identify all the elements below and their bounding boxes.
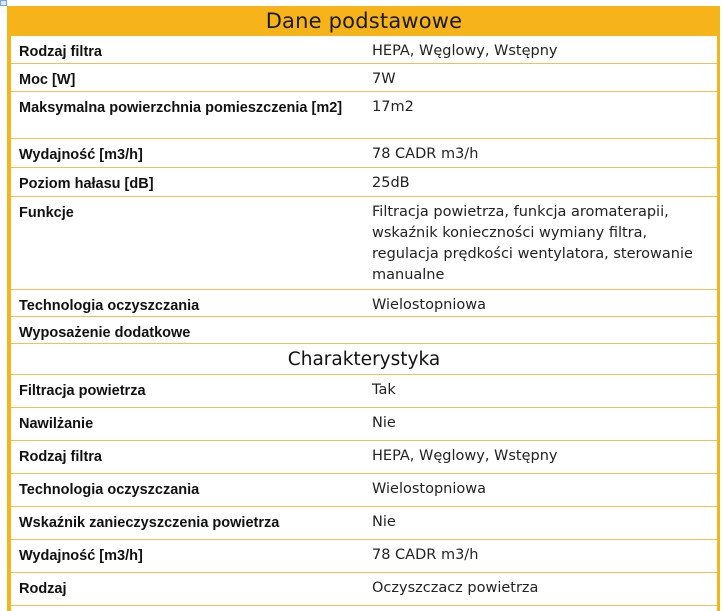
- spec-row: [11, 507, 717, 540]
- spec-label: Maksymalna powierzchnia pomieszczenia [m2]: [19, 100, 343, 116]
- spec-label: Moc [W]: [19, 72, 76, 88]
- spec-row: [11, 197, 717, 290]
- spec-value: Filtracja powietrza, funkcja aromaterapii, wskaźnik konieczności wymiany filtra, regulacja prędkości wentylatora, sterowanie manualne: [372, 204, 693, 283]
- spec-label: Filtracja powietrza: [19, 383, 146, 399]
- spec-value: 17m2: [372, 99, 414, 115]
- spec-value: HEPA, Węglowy, Wstępny: [372, 448, 558, 464]
- spec-label: Technologia oczyszczania: [19, 298, 200, 314]
- spec-row: [11, 139, 717, 168]
- spec-value: Oczyszczacz powietrza: [372, 580, 539, 596]
- corner-marker: [0, 0, 7, 6]
- spec-label: Wydajność [m3/h]: [19, 548, 143, 564]
- characteristics-table: [11, 375, 717, 606]
- spec-label: Rodzaj: [19, 581, 67, 597]
- spec-row: [11, 375, 717, 408]
- spec-row: [11, 317, 717, 344]
- spec-row: [11, 540, 717, 573]
- spec-row: [11, 474, 717, 507]
- spec-value: 78 CADR m3/h: [372, 547, 479, 563]
- spec-label: Rodzaj filtra: [19, 449, 102, 465]
- section-title-characteristics: Charakterystyka: [11, 344, 717, 375]
- spec-row: [11, 573, 717, 606]
- spec-label: Funkcje: [19, 205, 74, 221]
- spec-value: HEPA, Węglowy, Wstępny: [372, 43, 558, 59]
- spec-row: [11, 408, 717, 441]
- spec-label: Wyposażenie dodatkowe: [19, 325, 191, 341]
- spec-row: [11, 441, 717, 474]
- spec-label: Nawilżanie: [19, 416, 94, 432]
- spec-label: Poziom hałasu [dB]: [19, 176, 154, 192]
- spec-value: 7W: [372, 71, 396, 87]
- spec-label: Technologia oczyszczania: [19, 482, 200, 498]
- spec-row: [11, 64, 717, 92]
- spec-sheet: [7, 6, 720, 611]
- spec-label: Wydajność [m3/h]: [19, 147, 143, 163]
- spec-row: [11, 168, 717, 197]
- section-title-basic: Dane podstawowe: [11, 6, 717, 36]
- spec-value: [364, 317, 717, 343]
- spec-value: 25dB: [372, 175, 410, 191]
- spec-row: [11, 290, 717, 317]
- spec-value: Nie: [372, 514, 396, 530]
- spec-value: 78 CADR m3/h: [372, 146, 479, 162]
- spec-row: [11, 92, 717, 139]
- spec-value: Nie: [372, 415, 396, 431]
- spec-value: Tak: [372, 382, 396, 398]
- spec-label: Wskaźnik zanieczyszczenia powietrza: [19, 515, 280, 531]
- spec-value: Wielostopniowa: [372, 481, 487, 497]
- spec-label: Rodzaj filtra: [19, 44, 102, 60]
- basic-spec-table: [11, 36, 717, 344]
- spec-value: Wielostopniowa: [372, 297, 487, 313]
- spec-row: [11, 36, 717, 64]
